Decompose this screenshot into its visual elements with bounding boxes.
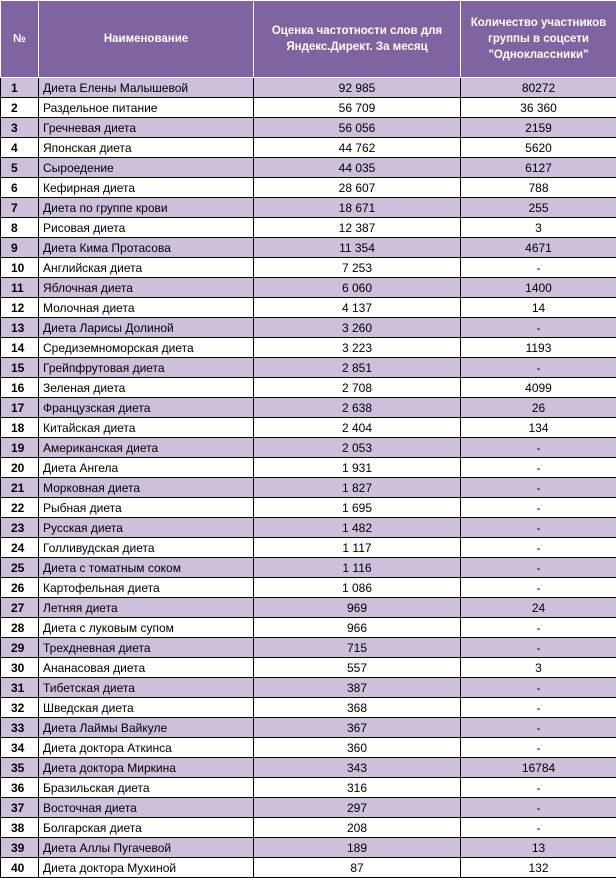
yandex-frequency-value: 92 985 <box>254 78 461 98</box>
diet-name: Диета доктора Мухиной <box>39 858 254 878</box>
table-row <box>1 398 616 418</box>
odnoklassniki-members-value: 788 <box>461 178 616 198</box>
table-row <box>1 158 616 178</box>
yandex-frequency-value: 28 607 <box>254 178 461 198</box>
diet-name: Сыроедение <box>39 158 254 178</box>
yandex-frequency-value: 56 056 <box>254 118 461 138</box>
diet-name: Рыбная диета <box>39 498 254 518</box>
odnoklassniki-members-value: 1193 <box>461 338 616 358</box>
odnoklassniki-members-value: 24 <box>461 598 616 618</box>
table-row <box>1 538 616 558</box>
odnoklassniki-members-value: 26 <box>461 398 616 418</box>
table-row <box>1 198 616 218</box>
odnoklassniki-members-value: - <box>461 458 616 478</box>
odnoklassniki-members-value: 5620 <box>461 138 616 158</box>
yandex-frequency-value: 1 482 <box>254 518 461 538</box>
diet-name: Яблочная диета <box>39 278 254 298</box>
yandex-frequency-value: 208 <box>254 818 461 838</box>
table-row <box>1 718 616 738</box>
diet-name: Восточная диета <box>39 798 254 818</box>
row-number: 1 <box>1 78 39 98</box>
yandex-frequency-value: 1 695 <box>254 498 461 518</box>
table-row <box>1 578 616 598</box>
row-number: 34 <box>1 738 39 758</box>
row-number: 4 <box>1 138 39 158</box>
yandex-frequency-value: 368 <box>254 698 461 718</box>
row-number: 35 <box>1 758 39 778</box>
odnoklassniki-members-value: 80272 <box>461 78 616 98</box>
yandex-frequency-value: 1 827 <box>254 478 461 498</box>
diet-name: Французская диета <box>39 398 254 418</box>
diet-name: Диета по группе крови <box>39 198 254 218</box>
diet-name: Раздельное питание <box>39 98 254 118</box>
diet-name: Трехдневная диета <box>39 638 254 658</box>
odnoklassniki-members-value: 134 <box>461 418 616 438</box>
yandex-frequency-value: 969 <box>254 598 461 618</box>
odnoklassniki-members-value: - <box>461 438 616 458</box>
diet-name: Диета Елены Малышевой <box>39 78 254 98</box>
diet-name: Грейпфрутовая диета <box>39 358 254 378</box>
row-number: 24 <box>1 538 39 558</box>
diet-name: Китайская диета <box>39 418 254 438</box>
yandex-frequency-value: 44 762 <box>254 138 461 158</box>
row-number: 26 <box>1 578 39 598</box>
row-number: 29 <box>1 638 39 658</box>
row-number: 23 <box>1 518 39 538</box>
table-row <box>1 838 616 858</box>
yandex-frequency-value: 316 <box>254 778 461 798</box>
yandex-frequency-value: 3 223 <box>254 338 461 358</box>
odnoklassniki-members-value: 255 <box>461 198 616 218</box>
table-row <box>1 858 616 878</box>
row-number: 30 <box>1 658 39 678</box>
yandex-frequency-value: 297 <box>254 798 461 818</box>
diet-name: Диета Лаймы Вайкуле <box>39 718 254 738</box>
odnoklassniki-members-value: - <box>461 818 616 838</box>
yandex-frequency-value: 7 253 <box>254 258 461 278</box>
diet-name: Гречневая диета <box>39 118 254 138</box>
yandex-frequency-value: 1 086 <box>254 578 461 598</box>
odnoklassniki-members-value: - <box>461 258 616 278</box>
row-number: 11 <box>1 278 39 298</box>
row-number: 37 <box>1 798 39 818</box>
row-number: 21 <box>1 478 39 498</box>
row-number: 38 <box>1 818 39 838</box>
diet-name: Ананасовая диета <box>39 658 254 678</box>
row-number: 17 <box>1 398 39 418</box>
header-yandex-frequency: Оценка частотности слов для Яндекс.Директ. За месяц <box>254 1 461 78</box>
row-number: 27 <box>1 598 39 618</box>
diet-name: Тибетская диета <box>39 678 254 698</box>
diet-name: Диета Аллы Пугачевой <box>39 838 254 858</box>
yandex-frequency-value: 189 <box>254 838 461 858</box>
table-row <box>1 818 616 838</box>
table-row <box>1 98 616 118</box>
yandex-frequency-value: 1 931 <box>254 458 461 478</box>
odnoklassniki-members-value: - <box>461 718 616 738</box>
odnoklassniki-members-value: - <box>461 538 616 558</box>
odnoklassniki-members-value: 4671 <box>461 238 616 258</box>
odnoklassniki-members-value: - <box>461 618 616 638</box>
odnoklassniki-members-value: - <box>461 478 616 498</box>
yandex-frequency-value: 18 671 <box>254 198 461 218</box>
diet-name: Бразильская диета <box>39 778 254 798</box>
table-row <box>1 338 616 358</box>
row-number: 39 <box>1 838 39 858</box>
odnoklassniki-members-value: - <box>461 358 616 378</box>
yandex-frequency-value: 1 117 <box>254 538 461 558</box>
table-body <box>1 78 616 878</box>
yandex-frequency-value: 6 060 <box>254 278 461 298</box>
odnoklassniki-members-value: 6127 <box>461 158 616 178</box>
diet-name: Средиземноморская диета <box>39 338 254 358</box>
row-number: 10 <box>1 258 39 278</box>
diet-name: Кефирная диета <box>39 178 254 198</box>
odnoklassniki-members-value: - <box>461 318 616 338</box>
table-row <box>1 598 616 618</box>
diet-name: Диета с томатным соком <box>39 558 254 578</box>
odnoklassniki-members-value: 14 <box>461 298 616 318</box>
diet-name: Голливудская диета <box>39 538 254 558</box>
diet-name: Диета Ларисы Долиной <box>39 318 254 338</box>
yandex-frequency-value: 3 260 <box>254 318 461 338</box>
row-number: 40 <box>1 858 39 878</box>
table-row <box>1 638 616 658</box>
odnoklassniki-members-value: 4099 <box>461 378 616 398</box>
diet-name: Летняя диета <box>39 598 254 618</box>
yandex-frequency-value: 4 137 <box>254 298 461 318</box>
diet-name: Диета доктора Аткинса <box>39 738 254 758</box>
row-number: 20 <box>1 458 39 478</box>
row-number: 8 <box>1 218 39 238</box>
row-number: 13 <box>1 318 39 338</box>
diet-name: Английская диета <box>39 258 254 278</box>
table-row <box>1 218 616 238</box>
table-row <box>1 178 616 198</box>
odnoklassniki-members-value: 36 360 <box>461 98 616 118</box>
row-number: 3 <box>1 118 39 138</box>
odnoklassniki-members-value: 16784 <box>461 758 616 778</box>
odnoklassniki-members-value: 2159 <box>461 118 616 138</box>
table-row <box>1 458 616 478</box>
odnoklassniki-members-value: 3 <box>461 218 616 238</box>
diet-name: Японская диета <box>39 138 254 158</box>
yandex-frequency-value: 11 354 <box>254 238 461 258</box>
odnoklassniki-members-value: - <box>461 798 616 818</box>
table-row <box>1 258 616 278</box>
yandex-frequency-value: 12 387 <box>254 218 461 238</box>
yandex-frequency-value: 367 <box>254 718 461 738</box>
yandex-frequency-value: 2 638 <box>254 398 461 418</box>
row-number: 12 <box>1 298 39 318</box>
diet-name: Молочная диета <box>39 298 254 318</box>
table-row <box>1 778 616 798</box>
odnoklassniki-members-value: - <box>461 678 616 698</box>
diet-name: Рисовая диета <box>39 218 254 238</box>
row-number: 32 <box>1 698 39 718</box>
row-number: 36 <box>1 778 39 798</box>
yandex-frequency-value: 2 053 <box>254 438 461 458</box>
table-row <box>1 318 616 338</box>
table-row <box>1 518 616 538</box>
odnoklassniki-members-value: - <box>461 638 616 658</box>
table-row <box>1 558 616 578</box>
table-row <box>1 758 616 778</box>
odnoklassniki-members-value: - <box>461 558 616 578</box>
table-row <box>1 418 616 438</box>
yandex-frequency-value: 557 <box>254 658 461 678</box>
yandex-frequency-value: 56 709 <box>254 98 461 118</box>
header-row <box>1 1 616 78</box>
yandex-frequency-value: 2 404 <box>254 418 461 438</box>
diet-name: Диета доктора Миркина <box>39 758 254 778</box>
table-row <box>1 378 616 398</box>
yandex-frequency-value: 343 <box>254 758 461 778</box>
row-number: 7 <box>1 198 39 218</box>
odnoklassniki-members-value: - <box>461 518 616 538</box>
table-row <box>1 678 616 698</box>
row-number: 9 <box>1 238 39 258</box>
diet-name: Диета Кима Протасова <box>39 238 254 258</box>
odnoklassniki-members-value: 1400 <box>461 278 616 298</box>
row-number: 22 <box>1 498 39 518</box>
table-row <box>1 698 616 718</box>
table-row <box>1 798 616 818</box>
table-row <box>1 618 616 638</box>
table-row <box>1 118 616 138</box>
row-number: 6 <box>1 178 39 198</box>
diet-name: Зеленая диета <box>39 378 254 398</box>
header-odnoklassniki-members: Количество участников группы в соцсети "Одноклассники" <box>461 1 616 78</box>
yandex-frequency-value: 387 <box>254 678 461 698</box>
table-row <box>1 298 616 318</box>
row-number: 33 <box>1 718 39 738</box>
diet-name: Русская диета <box>39 518 254 538</box>
yandex-frequency-value: 44 035 <box>254 158 461 178</box>
table-row <box>1 478 616 498</box>
row-number: 31 <box>1 678 39 698</box>
header-name: Наименование <box>39 1 254 78</box>
table-row <box>1 658 616 678</box>
table-row <box>1 78 616 98</box>
yandex-frequency-value: 1 116 <box>254 558 461 578</box>
row-number: 18 <box>1 418 39 438</box>
table-row <box>1 358 616 378</box>
table-row <box>1 238 616 258</box>
diet-name: Американская диета <box>39 438 254 458</box>
yandex-frequency-value: 715 <box>254 638 461 658</box>
diet-name: Диета с луковым супом <box>39 618 254 638</box>
yandex-frequency-value: 2 708 <box>254 378 461 398</box>
table-row <box>1 498 616 518</box>
yandex-frequency-value: 966 <box>254 618 461 638</box>
yandex-frequency-value: 87 <box>254 858 461 878</box>
table-row <box>1 138 616 158</box>
odnoklassniki-members-value: 13 <box>461 838 616 858</box>
diet-name: Картофельная диета <box>39 578 254 598</box>
odnoklassniki-members-value: - <box>461 738 616 758</box>
header-number: № <box>1 1 39 78</box>
row-number: 5 <box>1 158 39 178</box>
odnoklassniki-members-value: - <box>461 578 616 598</box>
diet-name: Шведская диета <box>39 698 254 718</box>
diet-name: Болгарская диета <box>39 818 254 838</box>
odnoklassniki-members-value: - <box>461 778 616 798</box>
table-row <box>1 738 616 758</box>
row-number: 15 <box>1 358 39 378</box>
odnoklassniki-members-value: 132 <box>461 858 616 878</box>
row-number: 16 <box>1 378 39 398</box>
table-row <box>1 278 616 298</box>
row-number: 28 <box>1 618 39 638</box>
odnoklassniki-members-value: - <box>461 698 616 718</box>
diet-name: Морковная диета <box>39 478 254 498</box>
odnoklassniki-members-value: - <box>461 498 616 518</box>
table-row <box>1 438 616 458</box>
row-number: 14 <box>1 338 39 358</box>
diet-name: Диета Ангела <box>39 458 254 478</box>
yandex-frequency-value: 2 851 <box>254 358 461 378</box>
row-number: 19 <box>1 438 39 458</box>
row-number: 25 <box>1 558 39 578</box>
row-number: 2 <box>1 98 39 118</box>
yandex-frequency-value: 360 <box>254 738 461 758</box>
odnoklassniki-members-value: 3 <box>461 658 616 678</box>
